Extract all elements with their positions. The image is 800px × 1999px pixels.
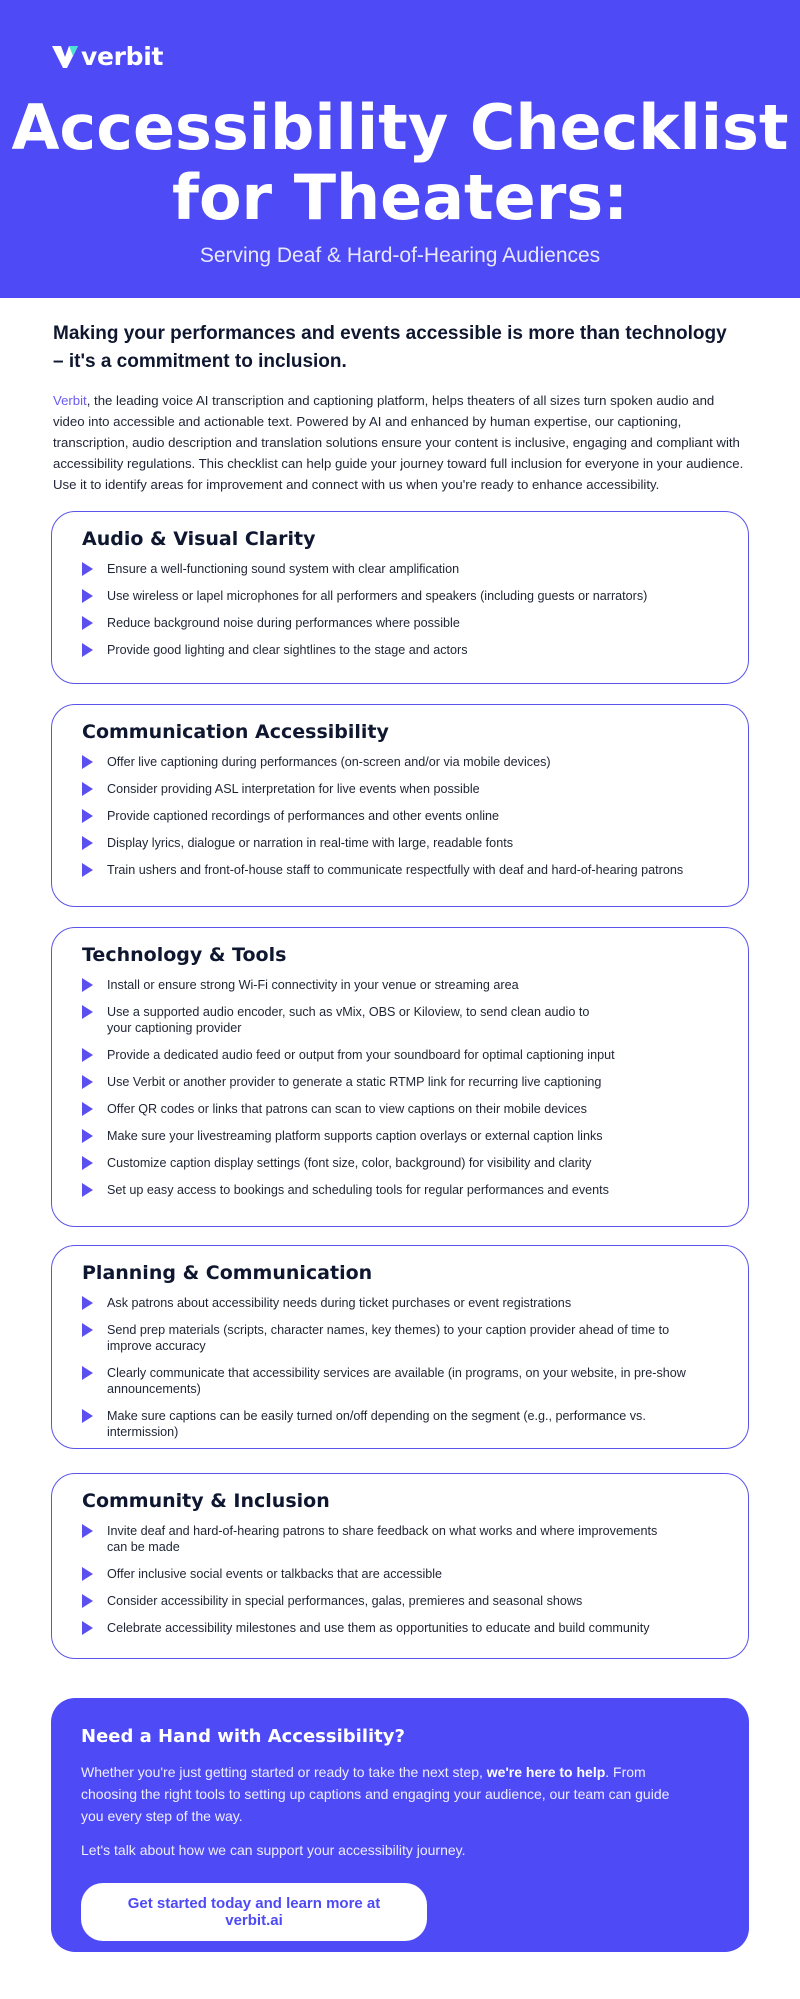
item-text: Ask patrons about accessibility needs during ticket purchases or event registrations (107, 1296, 572, 1310)
checklist-item (82, 1155, 720, 1171)
cta-panel (51, 1698, 749, 1952)
play-triangle-icon (82, 1156, 93, 1170)
checklist-item (82, 588, 720, 604)
item-text: Send prep materials (scripts, character names, key themes) to your caption provider ahead of time to improve accuracy (107, 1323, 670, 1353)
item-text: Reduce background noise during performances where possible (107, 616, 460, 630)
play-triangle-icon (82, 616, 93, 630)
item-text: Set up easy access to bookings and scheduling tools for regular performances and events (107, 1183, 609, 1197)
play-triangle-icon (82, 836, 93, 850)
play-triangle-icon (82, 782, 93, 796)
intro-heading: Making your performances and events accessible is more than technology – it's a commitment to inclusion. (53, 323, 727, 372)
item-text: Ensure a well-functioning sound system with clear amplification (107, 562, 460, 576)
checklist-item (82, 561, 720, 577)
item-text: Clearly communicate that accessibility services are available (in programs, on your website, in pre-show announcements) (107, 1366, 686, 1396)
page-title (0, 93, 800, 233)
item-text: Train ushers and front-of-house staff to communicate respectfully with deaf and hard-of-hearing patrons (107, 863, 684, 877)
checklist-item (82, 1128, 720, 1144)
cta-text-after: . From choosing the right tools to setting up captions and engaging your audience, our team can guide you every step of the way. (81, 1764, 670, 1824)
checklist-item (82, 862, 720, 878)
cta-paragraph-2: Let's talk about how we can support your accessibility journey. (81, 1842, 466, 1858)
play-triangle-icon (82, 1323, 93, 1337)
checklist-item (82, 1593, 720, 1609)
item-text: Customize caption display settings (font size, color, background) for visibility and clarity (107, 1156, 592, 1170)
play-triangle-icon (82, 1075, 93, 1089)
section-title: Communication Accessibility (82, 721, 389, 743)
play-triangle-icon (82, 562, 93, 576)
play-triangle-icon (82, 1594, 93, 1608)
get-started-button[interactable]: Get started today and learn more at verbit.ai (81, 1883, 427, 1941)
checklist-section-audio-visual (51, 511, 749, 684)
play-triangle-icon (82, 1183, 93, 1197)
play-triangle-icon (82, 589, 93, 603)
item-text: Make sure captions can be easily turned on/off depending on the segment (e.g., performance vs. intermission) (107, 1409, 646, 1439)
item-text: Display lyrics, dialogue or narration in real-time with large, readable fonts (107, 836, 513, 850)
item-text: Celebrate accessibility milestones and use them as opportunities to educate and build community (107, 1621, 650, 1635)
item-text: Consider accessibility in special performances, galas, premieres and seasonal shows (107, 1594, 583, 1608)
section-title: Planning & Communication (82, 1262, 373, 1284)
item-text: Make sure your livestreaming platform supports caption overlays or external caption links (107, 1129, 603, 1143)
checklist-item (82, 1322, 720, 1354)
checklist-item (82, 781, 720, 797)
logo-text: verbit (81, 42, 164, 71)
item-text: Provide captioned recordings of performances and other events online (107, 809, 500, 823)
item-text: Provide good lighting and clear sightlines to the stage and actors (107, 643, 468, 657)
item-text: Offer inclusive social events or talkbacks that are accessible (107, 1567, 443, 1581)
page-title-line-1: Accessibility Checklist (11, 91, 789, 164)
intro-body: , the leading voice AI transcription and captioning platform, helps theaters of all sizes turn spoken audio and video into accessible and actionable text. Powered by AI and enhanced by human expertise, our captioning, transcription, audio description and translation solutions ensure your content is inclusive, engaging and compliant with accessibility regulations. This checklist can help guide your journey toward full inclusion for everyone in your audience. Use it to identify areas for improvement and connect with us when you're ready to enhance accessibility. (53, 393, 744, 492)
checklist-item (82, 642, 720, 658)
page-title-line-2: for Theaters: (171, 161, 628, 234)
section-title: Technology & Tools (82, 944, 287, 966)
checklist-item (82, 615, 720, 631)
verbit-logo[interactable] (52, 42, 163, 71)
intro-paragraph (53, 390, 747, 495)
checklist-item (82, 1074, 720, 1090)
play-triangle-icon (82, 1048, 93, 1062)
play-triangle-icon (82, 1409, 93, 1423)
checklist-section-community-inclusion (51, 1473, 749, 1659)
item-text: Offer live captioning during performances (on-screen and/or via mobile devices) (107, 755, 551, 769)
item-text: Invite deaf and hard-of-hearing patrons to share feedback on what works and where improvements can be made (107, 1524, 658, 1554)
checklist-section-technology-tools (51, 927, 749, 1227)
cta-paragraph (81, 1761, 681, 1827)
play-triangle-icon (82, 1524, 93, 1538)
checklist-item (82, 1101, 720, 1117)
checklist-item (82, 1408, 720, 1440)
checklist-item (82, 754, 720, 770)
play-triangle-icon (82, 1102, 93, 1116)
item-text: Use wireless or lapel microphones for all performers and speakers (including guests or narrators) (107, 589, 648, 603)
checklist-item (82, 977, 720, 993)
checklist-item (82, 1523, 720, 1555)
checklist-item (82, 1004, 720, 1036)
checklist-item (82, 1365, 720, 1397)
play-triangle-icon (82, 809, 93, 823)
play-triangle-icon (82, 978, 93, 992)
item-text: Use Verbit or another provider to generate a static RTMP link for recurring live captioning (107, 1075, 602, 1089)
play-triangle-icon (82, 1567, 93, 1581)
play-triangle-icon (82, 643, 93, 657)
checklist-item (82, 1295, 720, 1311)
section-title: Audio & Visual Clarity (82, 528, 316, 550)
cta-text-bold: we're here to help (486, 1764, 606, 1780)
play-triangle-icon (82, 1005, 93, 1019)
play-triangle-icon (82, 755, 93, 769)
checklist-item (82, 808, 720, 824)
item-text: Install or ensure strong Wi-Fi connectivity in your venue or streaming area (107, 978, 519, 992)
item-text: Consider providing ASL interpretation for live events when possible (107, 782, 480, 796)
checklist-item (82, 1182, 720, 1198)
item-text: Offer QR codes or links that patrons can scan to view captions on their mobile devices (107, 1102, 587, 1116)
item-text: Use a supported audio encoder, such as vMix, OBS or Kiloview, to send clean audio to your captioning provider (107, 1005, 590, 1035)
intro-section (0, 298, 800, 495)
play-triangle-icon (82, 863, 93, 877)
checklist-section-planning-communication (51, 1245, 749, 1449)
item-text: Provide a dedicated audio feed or output from your soundboard for optimal captioning input (107, 1048, 615, 1062)
section-title: Community & Inclusion (82, 1490, 330, 1512)
checklist-item (82, 1620, 720, 1636)
page-subtitle: Serving Deaf & Hard-of-Hearing Audiences (199, 244, 601, 267)
checklist-section-communication-accessibility (51, 704, 749, 907)
checklist-item (82, 1566, 720, 1582)
play-triangle-icon (82, 1366, 93, 1380)
cta-text-before: Whether you're just getting started or ready to take the next step, (81, 1764, 487, 1780)
play-triangle-icon (82, 1621, 93, 1635)
hero-header (0, 0, 800, 298)
cta-title: Need a Hand with Accessibility? (81, 1726, 405, 1747)
play-triangle-icon (82, 1129, 93, 1143)
verbit-logo-icon (52, 45, 78, 69)
play-triangle-icon (82, 1296, 93, 1310)
verbit-link[interactable]: Verbit (53, 393, 87, 408)
checklist-item (82, 1047, 720, 1063)
checklist-item (82, 835, 720, 851)
